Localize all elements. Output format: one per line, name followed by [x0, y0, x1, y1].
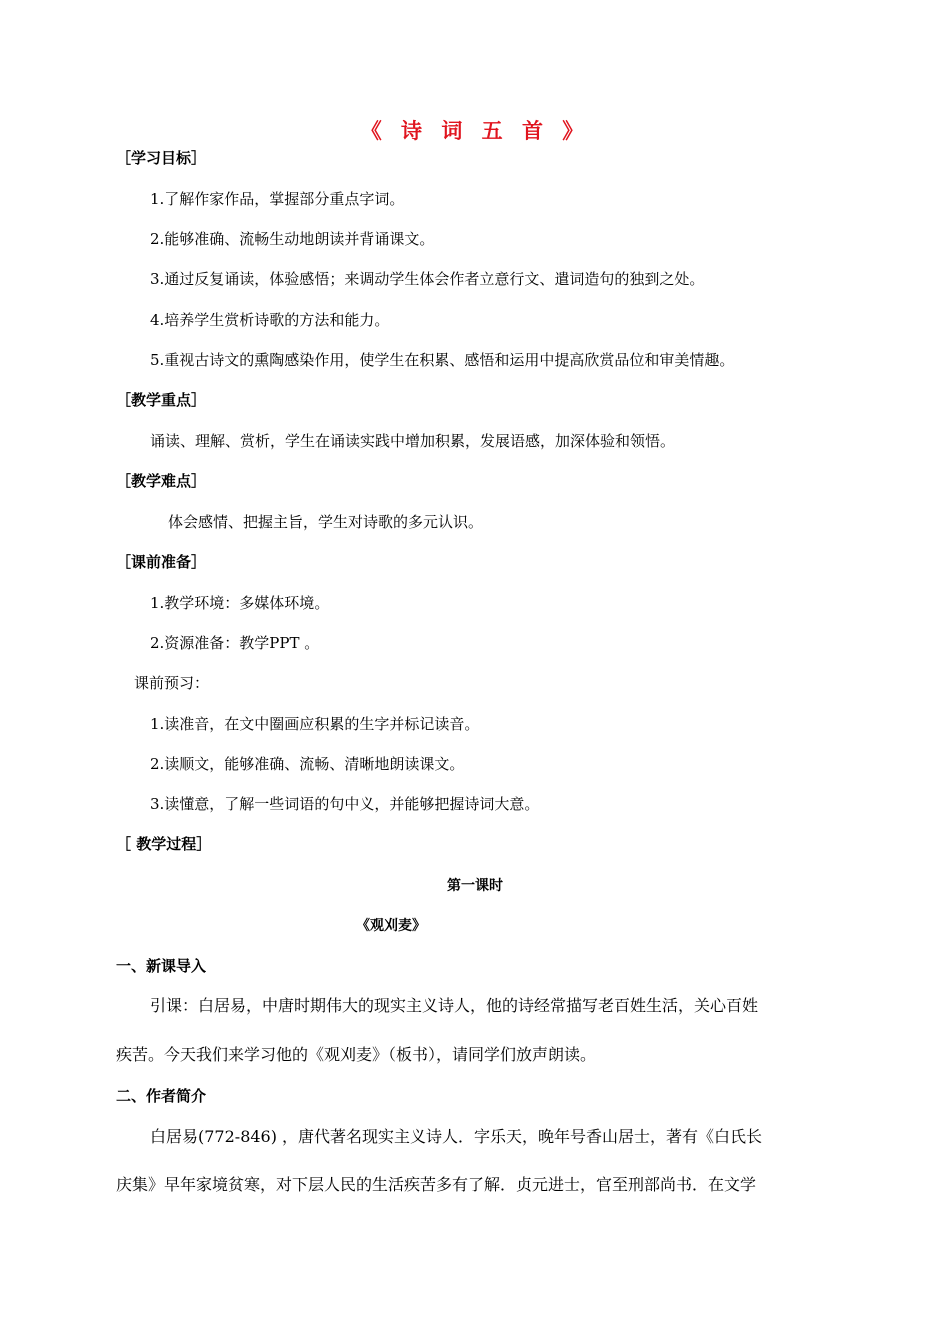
- preparation-item: 1.教学环境：多媒体环境。: [150, 594, 330, 612]
- objective-item: 5.重视古诗文的熏陶感染作用，使学生在积累、感悟和运用中提高欣赏品位和审美情趣。: [150, 351, 735, 369]
- preview-item: 1.读准音，在文中圈画应积累的生字并标记读音。: [150, 715, 480, 733]
- poem-title: 《观刈麦》: [356, 918, 426, 934]
- paragraph-line: 疾苦。今天我们来学习他的《观刈麦》（板书），请同学们放声朗读。: [116, 1045, 597, 1064]
- objective-item: 3.通过反复诵读，体验感悟；来调动学生体会作者立意行文、遣词造句的独到之处。: [150, 270, 705, 288]
- objective-item: 2.能够准确、流畅生动地朗读并背诵课文。: [150, 230, 435, 248]
- objective-item: 1.了解作家作品，掌握部分重点字词。: [150, 190, 405, 208]
- process-heading: ［ 教学过程］: [116, 835, 212, 853]
- key-points-text: 诵读、理解、赏析，学生在诵读实践中增加积累，发展语感，加深体验和领悟。: [150, 432, 676, 450]
- lesson-label: 第一课时: [447, 878, 503, 894]
- difficulties-text: 体会感情、把握主旨，学生对诗歌的多元认识。: [168, 513, 484, 531]
- objectives-heading: ［学习目标］: [116, 149, 207, 167]
- paragraph-line: 引课：白居易，中唐时期伟大的现实主义诗人，他的诗经常描写老百姓生活，关心百姓: [150, 996, 759, 1015]
- objective-item: 4.培养学生赏析诗歌的方法和能力。: [150, 311, 390, 329]
- document-title: 《 诗 词 五 首 》: [360, 119, 590, 143]
- difficulties-heading: ［教学难点］: [116, 472, 207, 490]
- preview-label: 课前预习：: [134, 674, 210, 692]
- key-points-heading: ［教学重点］: [116, 391, 207, 409]
- preparation-item: 2.资源准备：教学PPT 。: [150, 634, 320, 652]
- section-heading: 二、作者简介: [116, 1087, 207, 1105]
- section-heading: 一、新课导入: [116, 957, 207, 975]
- preview-item: 3.读懂意，了解一些词语的句中义，并能够把握诗词大意。: [150, 795, 540, 813]
- paragraph-line: 白居易(772-846) ，唐代著名现实主义诗人．字乐天，晚年号香山居士，著有《白氏长: [150, 1127, 763, 1146]
- preparation-heading: ［课前准备］: [116, 553, 207, 571]
- paragraph-line: 庆集》早年家境贫寒，对下层人民的生活疾苦多有了解．贞元进士，官至刑部尚书．在文学: [116, 1175, 757, 1194]
- preview-item: 2.读顺文，能够准确、流畅、清晰地朗读课文。: [150, 755, 465, 773]
